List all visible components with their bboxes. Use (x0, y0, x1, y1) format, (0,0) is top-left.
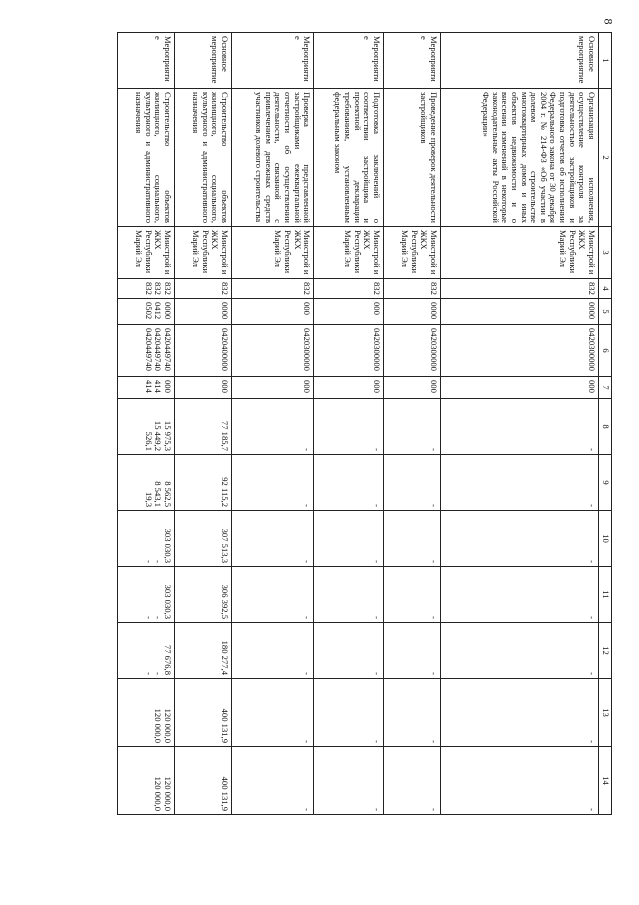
amount-cell: 400 131,9 (175, 679, 232, 747)
column-number-row (599, 33, 612, 815)
grbs-code: 832 (384, 279, 441, 299)
table-header (599, 33, 612, 815)
column-number: 9 (599, 455, 612, 511)
amount-list (118, 623, 175, 679)
amount-cell: - (441, 455, 599, 511)
column-number: 13 (599, 679, 612, 747)
activity-type: Основное мероприятие (175, 33, 232, 89)
responsible-executor: Минстрой и ЖКХ Республики Марий Эл (118, 227, 175, 279)
amount-cell: 306 392,5 (175, 567, 232, 623)
activity-name: Организация исполнения, осуществление контроля за деятельностью застройщиков и подготовка отчетов об исполнении Федерального закона от 30 декабря 2004 г. № 214-ФЗ «Об участии в долевом строительстве многоквартирных домов и иных объектов недвижимости и о внесении изменений в некоторые законодательные акты Российской Федерации» (441, 89, 599, 227)
table-body (118, 33, 599, 815)
amount-cell: 180 277,4 (175, 623, 232, 679)
section-code: 0000 (441, 299, 599, 325)
amount-cell: - (232, 567, 314, 623)
amount-cell: - (441, 567, 599, 623)
section-code: 0412 (153, 302, 164, 320)
activity-type: Мероприятие (384, 33, 441, 89)
amount-cell: - (441, 679, 599, 747)
grbs-code: 832 (143, 282, 154, 295)
amount-cell: - (232, 679, 314, 747)
activity-name: Строительство объектов жилищного, социального, культурного и административного назначения (175, 89, 232, 227)
amount-cell: - (143, 616, 154, 619)
section-code-list (118, 299, 175, 325)
responsible-executor: Минстрой и ЖКХ Республики Марий Эл (314, 227, 384, 279)
amount-cell: - (441, 747, 599, 815)
amount-cell: 15 975,3 (163, 420, 174, 451)
grbs-code: 832 (441, 279, 599, 299)
amount-cell: 92 115,2 (175, 455, 232, 511)
responsible-executor: Минстрой и ЖКХ Республики Марий Эл (232, 227, 314, 279)
amount-cell: - (384, 399, 441, 455)
column-number: 10 (599, 511, 612, 567)
amount-cell: 120 000,0 (153, 776, 164, 811)
target-article-code: 0420300000 (441, 325, 599, 377)
expense-type-code: 414 (143, 380, 154, 393)
column-number: 2 (599, 89, 612, 227)
amount-cell: 400 131,9 (175, 747, 232, 815)
amount-cell: - (314, 567, 384, 623)
amount-cell: - (314, 399, 384, 455)
amount-cell: - (232, 511, 314, 567)
amount-cell: - (384, 455, 441, 511)
activity-type: Мероприятие (232, 33, 314, 89)
amount-cell: 77 185,7 (175, 399, 232, 455)
amount-list (118, 511, 175, 567)
amount-list (118, 679, 175, 747)
amount-cell: - (314, 623, 384, 679)
amount-cell: 303 030,3 (163, 584, 174, 619)
target-article-code: 0420449740 (143, 328, 154, 371)
activity-name: Проверка представленной застройщиками ежеквартальной отчетности об осуществлении деятельности, связанной с привлечением денежных средств участников долевого строительства (232, 89, 314, 227)
amount-cell: 19,3 (143, 491, 154, 507)
section-code: 0000 (384, 299, 441, 325)
amount-cell: 77 676,8 (163, 644, 174, 675)
amount-cell: - (314, 511, 384, 567)
column-number: 7 (599, 377, 612, 399)
activity-type: Мероприятие (314, 33, 384, 89)
amount-cell: 120 000,0 (163, 776, 174, 811)
amount-cell: - (441, 399, 599, 455)
amount-cell: - (143, 560, 154, 563)
target-article-code-list (118, 325, 175, 377)
amount-cell: - (314, 455, 384, 511)
grbs-code: 832 (163, 282, 174, 295)
target-article-code: 0420300000 (384, 325, 441, 377)
column-number: 4 (599, 279, 612, 299)
amount-list (118, 455, 175, 511)
section-code: 0000 (163, 302, 174, 320)
column-number: 1 (599, 33, 612, 89)
amount-cell: - (153, 672, 164, 675)
column-number: 5 (599, 299, 612, 325)
grbs-code: 832 (153, 282, 164, 295)
column-number: 8 (599, 399, 612, 455)
expense-type-code: 414 (153, 380, 164, 393)
rotated-table-wrapper (117, 32, 612, 814)
responsible-executor: Минстрой и ЖКХ Республики Марий Эл (175, 227, 232, 279)
activity-name: Подготовка заключений о соответствии застройщика и проектной декларации требованиям, установленным федеральным законом (314, 89, 384, 227)
target-article-code: 0420449740 (163, 328, 174, 371)
table-row (314, 33, 384, 815)
amount-cell: - (153, 560, 164, 563)
target-article-code: 0420400000 (175, 325, 232, 377)
expense-type-code: 000 (314, 377, 384, 399)
amount-cell: 303 030,3 (163, 528, 174, 563)
amount-cell: - (384, 747, 441, 815)
column-number: 3 (599, 227, 612, 279)
expense-type-code: 000 (175, 377, 232, 399)
expense-type-code-list (118, 377, 175, 399)
target-article-code: 0420300000 (232, 325, 314, 377)
amount-cell: 15 449,2 (153, 420, 164, 451)
amount-cell: 8 562,5 (163, 481, 174, 507)
amount-cell: - (143, 672, 154, 675)
amount-cell: 307 513,3 (175, 511, 232, 567)
grbs-code-list (118, 279, 175, 299)
page-number: 8 (601, 18, 616, 25)
grbs-code: 832 (232, 279, 314, 299)
program-activities-table (117, 32, 612, 815)
amount-cell: - (384, 511, 441, 567)
column-number: 11 (599, 567, 612, 623)
amount-cell: - (314, 747, 384, 815)
amount-cell: - (232, 455, 314, 511)
amount-cell: 526,1 (143, 431, 154, 451)
responsible-executor: Минстрой и ЖКХ Республики Марий Эл (441, 227, 599, 279)
amount-cell: - (384, 623, 441, 679)
amount-list (118, 399, 175, 455)
activity-type: Мероприятие (118, 33, 175, 89)
amount-cell: - (441, 511, 599, 567)
expense-type-code: 000 (384, 377, 441, 399)
amount-list (118, 567, 175, 623)
amount-cell: 120 000,0 (163, 708, 174, 743)
section-code: 000 (232, 299, 314, 325)
expense-type-code: 000 (232, 377, 314, 399)
amount-cell: - (384, 567, 441, 623)
table-row (441, 33, 599, 815)
expense-type-code: 000 (163, 380, 174, 393)
grbs-code: 832 (314, 279, 384, 299)
amount-cell: 120 000,0 (153, 708, 164, 743)
table-row (118, 33, 175, 815)
table-row (232, 33, 314, 815)
grbs-code: 832 (175, 279, 232, 299)
amount-cell: 8 543,1 (153, 481, 164, 507)
amount-cell: - (384, 679, 441, 747)
activity-name: Проведение проверок деятельности застройщиков (384, 89, 441, 227)
amount-cell: - (232, 399, 314, 455)
column-number: 6 (599, 325, 612, 377)
target-article-code: 0420300000 (314, 325, 384, 377)
expense-type-code: 000 (441, 377, 599, 399)
amount-cell: - (153, 616, 164, 619)
responsible-executor: Минстрой и ЖКХ Республики Марий Эл (384, 227, 441, 279)
column-number: 12 (599, 623, 612, 679)
section-code: 000 (314, 299, 384, 325)
amount-cell: - (441, 623, 599, 679)
amount-cell: - (232, 623, 314, 679)
section-code: 0000 (175, 299, 232, 325)
column-number: 14 (599, 747, 612, 815)
amount-list (118, 747, 175, 815)
activity-name: Строительство объектов жилищного, социального, культурного и административного назначения (118, 89, 175, 227)
table-row (384, 33, 441, 815)
amount-cell: - (314, 679, 384, 747)
section-code: 0502 (143, 302, 154, 320)
table-row (175, 33, 232, 815)
target-article-code: 0420449740 (153, 328, 164, 371)
amount-cell: - (232, 747, 314, 815)
activity-type: Основное мероприятие (441, 33, 599, 89)
